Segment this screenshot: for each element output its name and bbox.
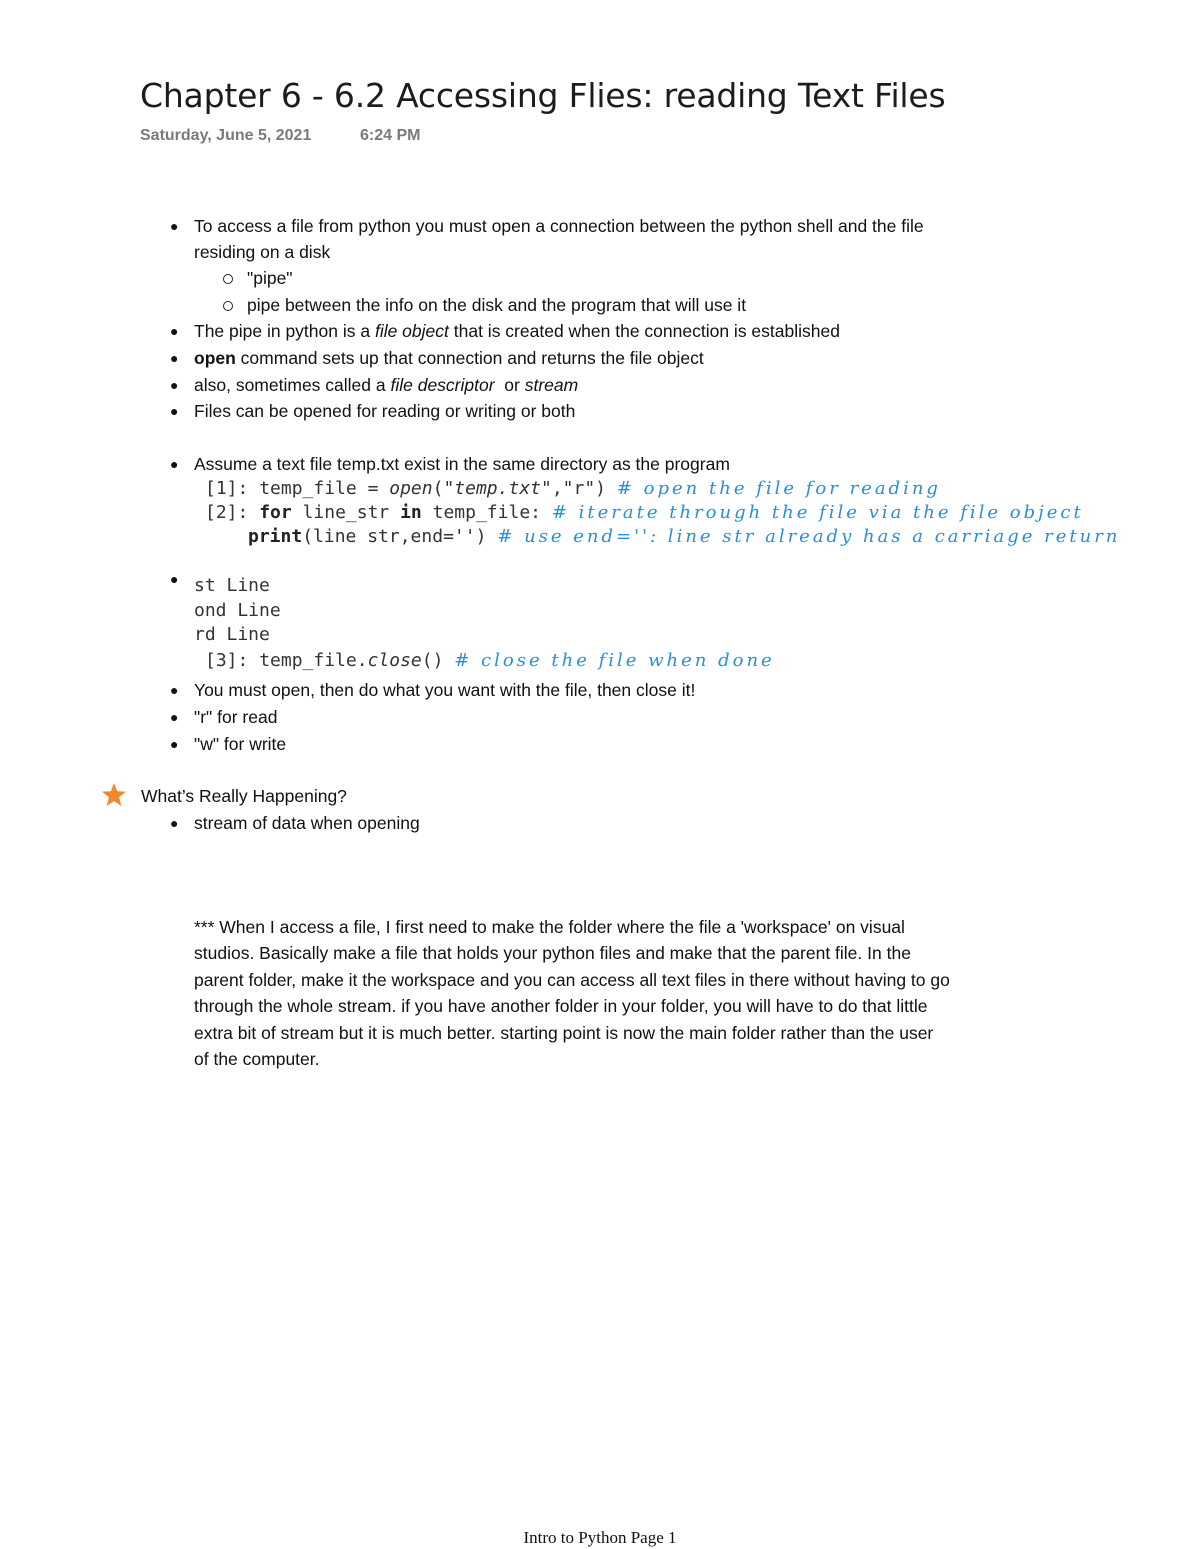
paragraph-line: through the whole stream. if you have another folder in your folder, you will have to do that little [194,996,928,1017]
code-output-line: ond Line [194,600,281,621]
list-item: ● Assume a text file temp.txt exist in the same directory as the program [194,451,730,477]
code-line-4: [3]: temp_file.close() # close the file when done [205,650,775,671]
bullet-icon: ● [170,815,179,831]
page-title: Chapter 6 - 6.2 Accessing Flies: reading Text Files [140,76,946,115]
bullet-icon: ● [170,736,179,752]
bullet-icon: ● [170,323,179,339]
bullet-icon: ● [170,403,179,419]
paragraph-line: extra bit of stream but it is much better. starting point is now the main folder rather than the user [194,1022,934,1043]
list-item: ● "w" for write [194,731,286,757]
bullet-icon: ● [170,218,179,234]
code-comment: # close the file when done [454,650,775,671]
list-item: ● Files can be opened for reading or writing or both [194,398,575,424]
list-item: ● open command sets up that connection and returns the file object [194,345,704,371]
page-date: Saturday, June 5, 2021 [140,127,312,144]
paragraph-line: of the computer. [194,1049,320,1070]
bullet-icon: ● [170,709,179,725]
paragraph-line: studios. Basically make a file that holds your python files and make that the parent file. In the [194,943,911,964]
star-icon [101,782,127,808]
code-line-3: print(line str,end='') # use end='': line str already has a carriage return [248,526,1121,547]
bullet-icon: ● [170,377,179,393]
note-paragraph [194,914,1074,1072]
code-comment: # open the file for reading [616,478,941,499]
sub-list-item: pipe between the info on the disk and the program that will use it [247,292,746,318]
list-item: ● also, sometimes called a file descriptor or stream [194,372,578,398]
paragraph-line: *** When I access a file, I first need to make the folder where the file a 'workspace' on visual [194,917,905,937]
bullet-icon: ● [170,350,179,366]
bullet-icon: ● [170,571,179,587]
paragraph-line: parent folder, make it the workspace and you can access all text files in there without having to go [194,969,950,990]
code-output-line: rd Line [194,624,270,645]
code-line-1: [1]: temp_file = open("temp.txt","r") # open the file for reading [205,478,941,499]
hollow-bullet-icon [223,274,233,284]
bullet-icon: ● [170,456,179,472]
code-comment: # use end='': line str already has a carriage return [497,526,1121,547]
bullet-icon: ● [170,682,179,698]
list-item-continuation: residing on a disk [194,242,331,262]
list-item: ● "r" for read [194,704,277,730]
list-item: ● The pipe in python is a file object that is created when the connection is established [194,318,840,344]
page-time: 6:24 PM [360,127,421,144]
list-item: ● stream of data when opening [194,810,420,836]
page-meta [140,127,421,145]
section-heading: What’s Really Happening? [141,786,347,806]
hollow-bullet-icon [223,301,233,311]
sub-list-item: "pipe" [247,265,293,291]
code-comment: # iterate through the file via the file object [551,502,1084,523]
code-line-2: [2]: for line_str in temp_file: # iterate through the file via the file object [205,502,1084,523]
list-item: ● You must open, then do what you want with the file, then close it! [194,677,695,703]
page-footer: Intro to Python Page 1 [523,1528,677,1547]
list-item: ● To access a file from python you must open a connection between the python shell and the file [194,213,924,239]
code-output-line: st Line [194,575,270,596]
